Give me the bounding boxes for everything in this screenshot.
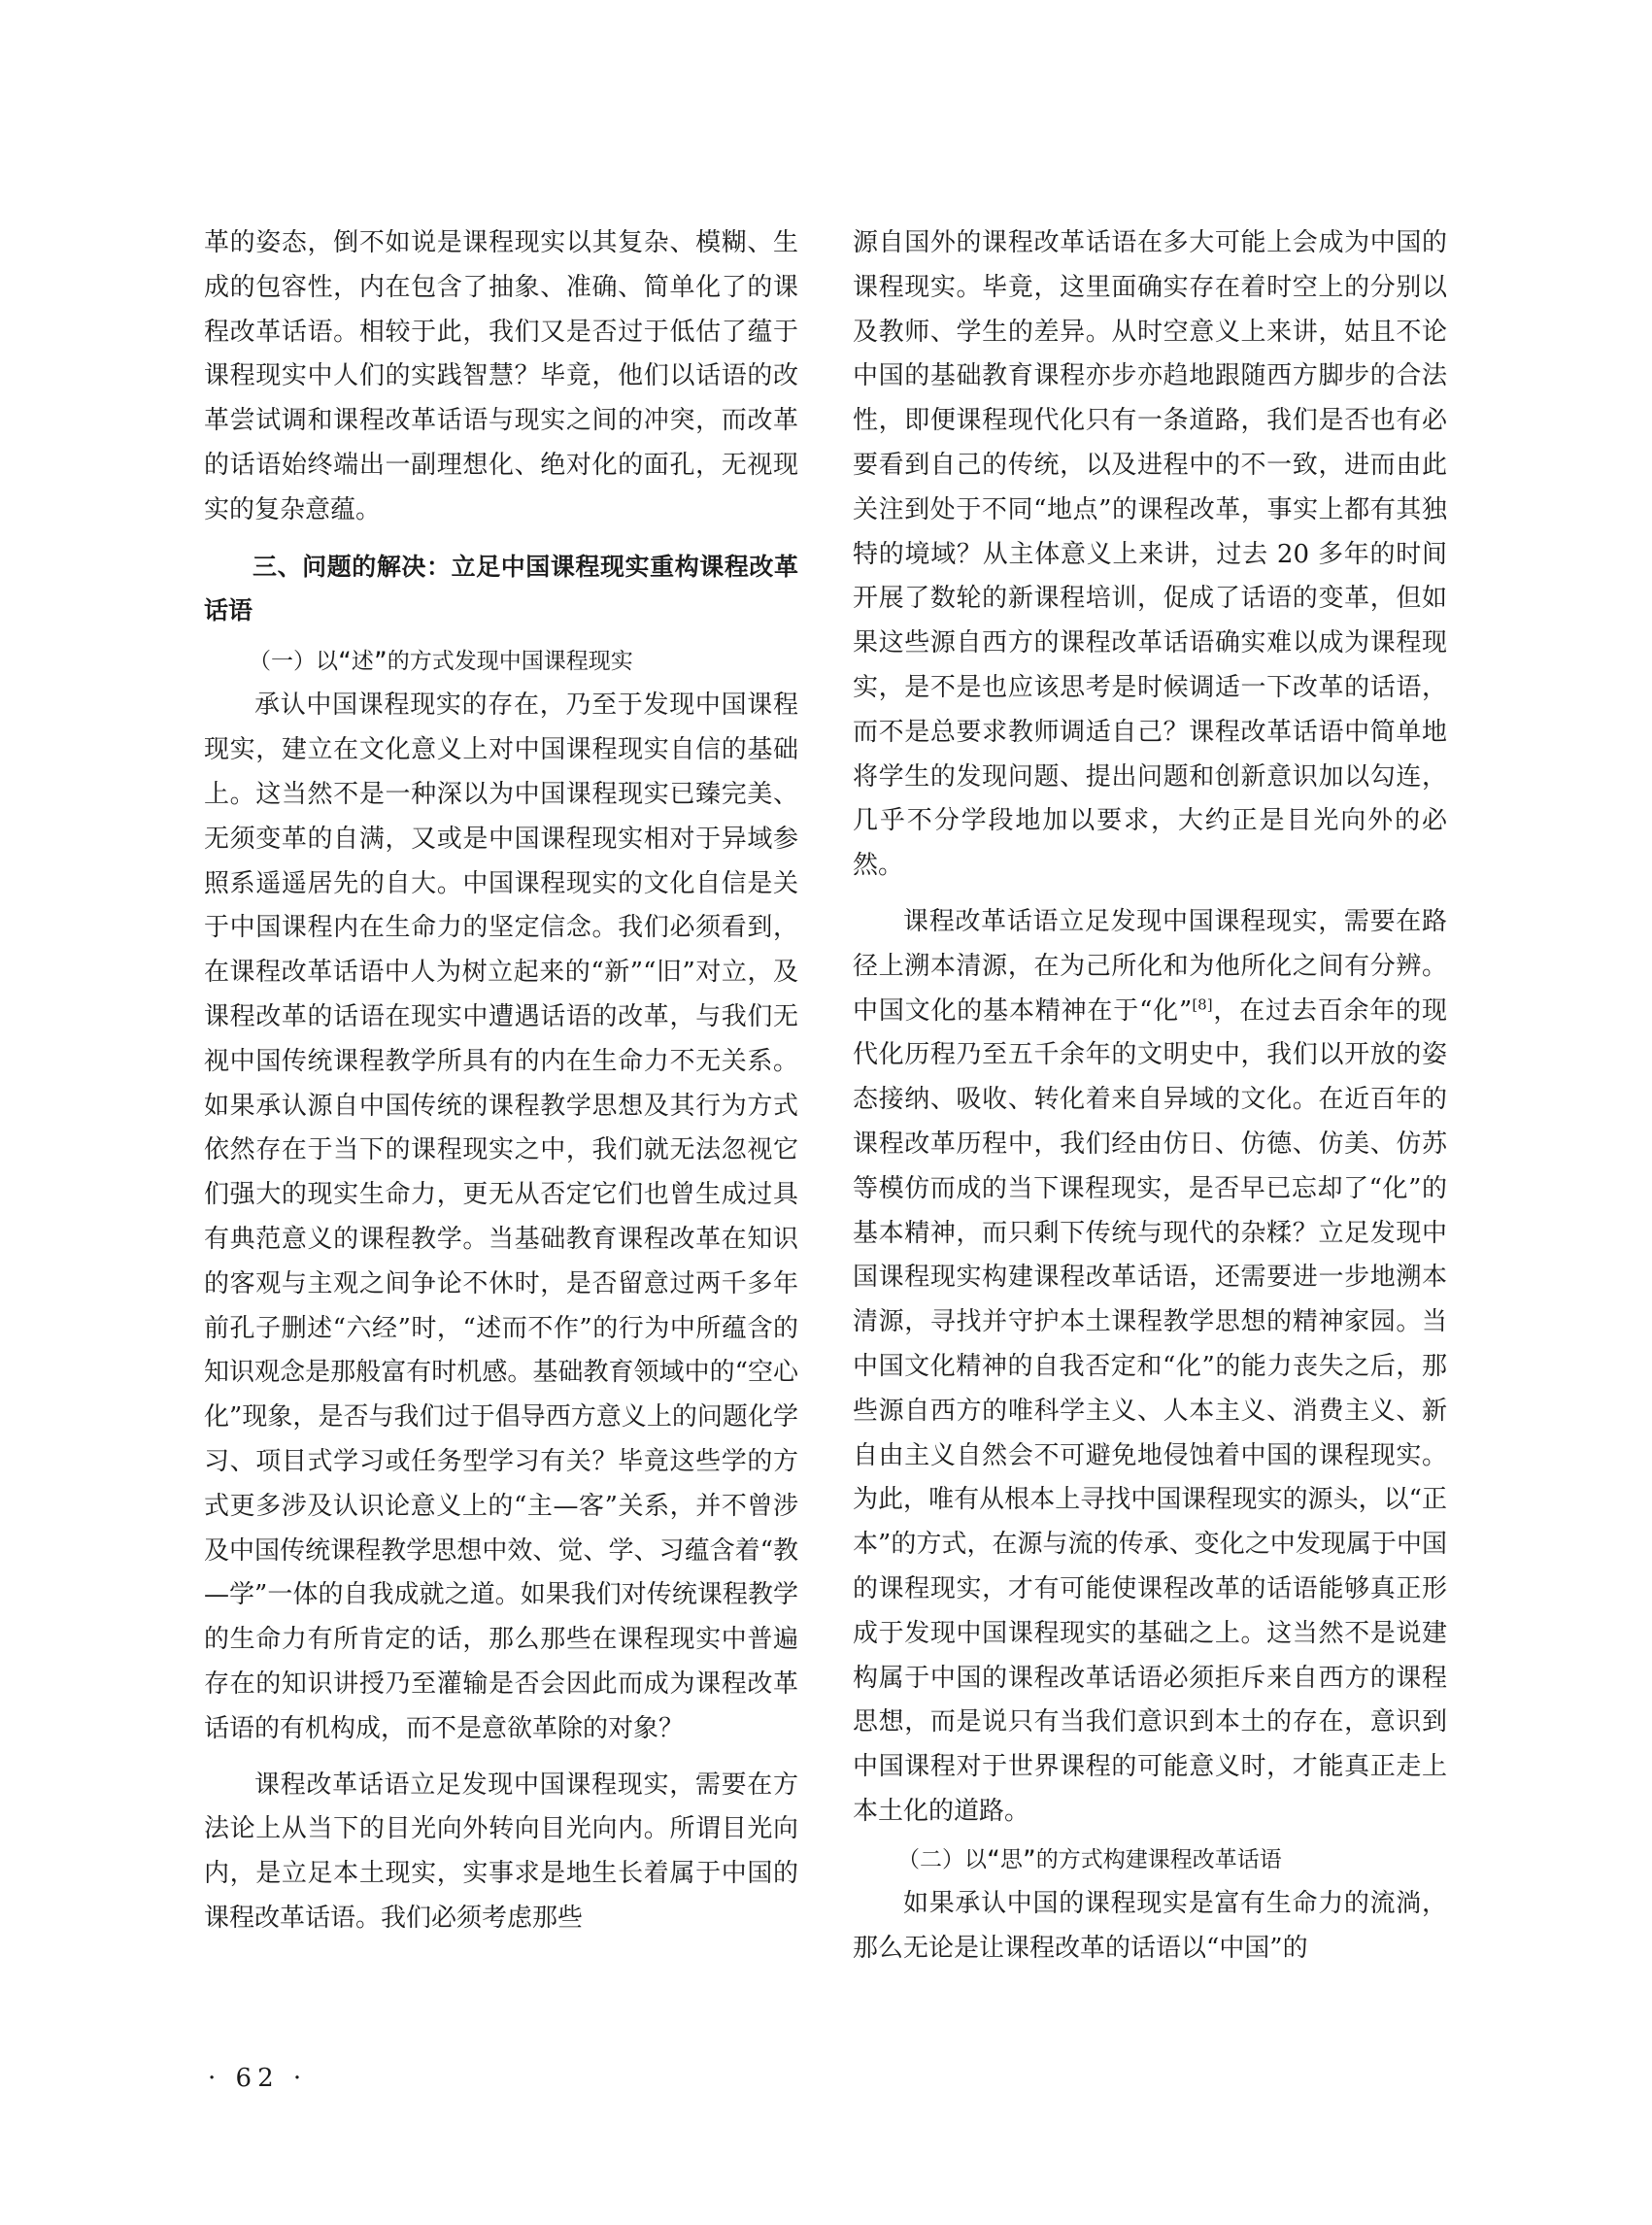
paragraph-continued: 源自国外的课程改革话语在多大可能上会成为中国的课程现实。毕竟，这里面确实存在着时空上的分别以及教师、学生的差异。从时空意义上来讲，姑且不论中国的基础教育课程亦步亦趋地跟随西方脚步的合法性，即便课程现代化只有一条道路，我们是否也有必要看到自己的传统，以及进程中的不一致，进而由此关注到处于不同“地点”的课程改革，事实上都有其独特的境域？从主体意义上来讲，过去 20 多年的时间开展了数轮的新课程培训，促成了话语的变革，但如果这些源自西方的课程改革话语确实难以成为课程现实，是不是也应该思考是时候调适一下改革的话语，而不是总要求教师调适自己？课程改革话语中简单地将学生的发现问题、提出问题和创新意识加以勾连，几乎不分学段地加以要求，大约正是目光向外的必然。: [853, 228, 1447, 881]
paragraph: [853, 900, 1447, 1835]
subsection-heading: （二）以“思”的方式构建课程改革话语: [897, 1846, 1282, 1872]
paragraph-text: ，在过去百余年的现代化历程乃至五千余年的文明史中，我们以开放的姿态接纳、吸收、转化着来自异域的文化。在近百年的课程改革历程中，我们经由仿日、仿德、仿美、仿苏等模仿而成的当下课程现实，是否早已忘却了“化”的基本精神，而只剩下传统与现代的杂糅？立足发现中国课程现实构建课程改革话语，还需要进一步地溯本清源，寻找并守护本土课程教学思想的精神家园。当中国文化精神的自我否定和“化”的能力丧失之后，那些源自西方的唯科学主义、人本主义、消费主义、新自由主义自然会不可避免地侵蚀着中国的课程现实。为此，唯有从根本上寻找中国课程现实的源头，以“正本”的方式，在源与流的传承、变化之中发现属于中国的课程现实，才有可能使课程改革的话语能够真正形成于发现中国课程现实的基础之上。这当然不是说建构属于中国的课程改革话语必须拒斥来自西方的课程思想，而是说只有当我们意识到本土的存在，意识到中国课程对于世界课程的可能意义时，才能真正走上本土化的道路。: [853, 995, 1447, 1826]
right-column: [853, 221, 1447, 1972]
paragraph-continued: 革的姿态，倒不如说是课程现实以其复杂、模糊、生成的包容性，内在包含了抽象、准确、简单化了的课程改革话语。相较于此，我们又是否过于低估了蕴于课程现实中人们的实践智慧？毕竟，他们以话语的改革尝试调和课程改革话语与现实之间的冲突，而改革的话语始终端出一副理想化、绝对化的面孔，无视现实的复杂意蕴。: [204, 228, 798, 524]
citation-ref: [8]: [1192, 995, 1213, 1013]
paragraph: 承认中国课程现实的存在，乃至于发现中国课程现实，建立在文化意义上对中国课程现实自信的基础上。这当然不是一种深以为中国课程现实已臻完美、无须变革的自满，又或是中国课程现实相对于异域参照系遥遥居先的自大。中国课程现实的文化自信是关于中国课程内在生命力的坚定信念。我们必须看到，在课程改革话语中人为树立起来的“新”“旧”对立，及课程改革的话语在现实中遭遇话语的改革，与我们无视中国传统课程教学所具有的内在生命力不无关系。如果承认源自中国传统的课程教学思想及其行为方式依然存在于当下的课程现实之中，我们就无法忽视它们强大的现实生命力，更无从否定它们也曾生成过具有典范意义的课程教学。当基础教育课程改革在知识的客观与主观之间争论不休时，是否留意过两千多年前孔子删述“六经”时，“述而不作”的行为中所蕴含的知识观念是那般富有时机感。基础教育领域中的“空心化”现象，是否与我们过于倡导西方意义上的问题化学习、项目式学习或任务型学习有关？毕竟这些学的方式更多涉及认识论意义上的“主—客”关系，并不曾涉及中国传统课程教学思想中效、觉、学、习蕴含着“教—学”一体的自我成就之道。如果我们对传统课程教学的生命力有所肯定的话，那么那些在课程现实中普遍存在的知识讲授乃至灌输是否会因此而成为课程改革话语的有机构成，而不是意欲革除的对象？: [204, 691, 798, 1743]
paragraph: 课程改革话语立足发现中国课程现实，需要在方法论上从当下的目光向外转向目光向内。所谓目光向内，是立足本土现实，实事求是地生长着属于中国的课程改革话语。我们必须考虑那些: [204, 1770, 798, 1933]
left-column: [204, 221, 798, 1941]
section-heading: 三、问题的解决：立足中国课程现实重构课程改革话语: [204, 552, 798, 624]
paragraph: 如果承认中国的课程现实是富有生命力的流淌，那么无论是让课程改革的话语以“中国”的: [853, 1889, 1447, 1964]
subsection-heading: （一）以“述”的方式发现中国课程现实: [249, 648, 633, 674]
paragraph-text: 课程改革话语立足发现中国课程现实，需要在路径上溯本清源，在为己所化和为他所化之间有分辨。中国文化的基本精神在于“化”: [853, 906, 1447, 1026]
page-number: · 62 ·: [208, 2064, 308, 2093]
